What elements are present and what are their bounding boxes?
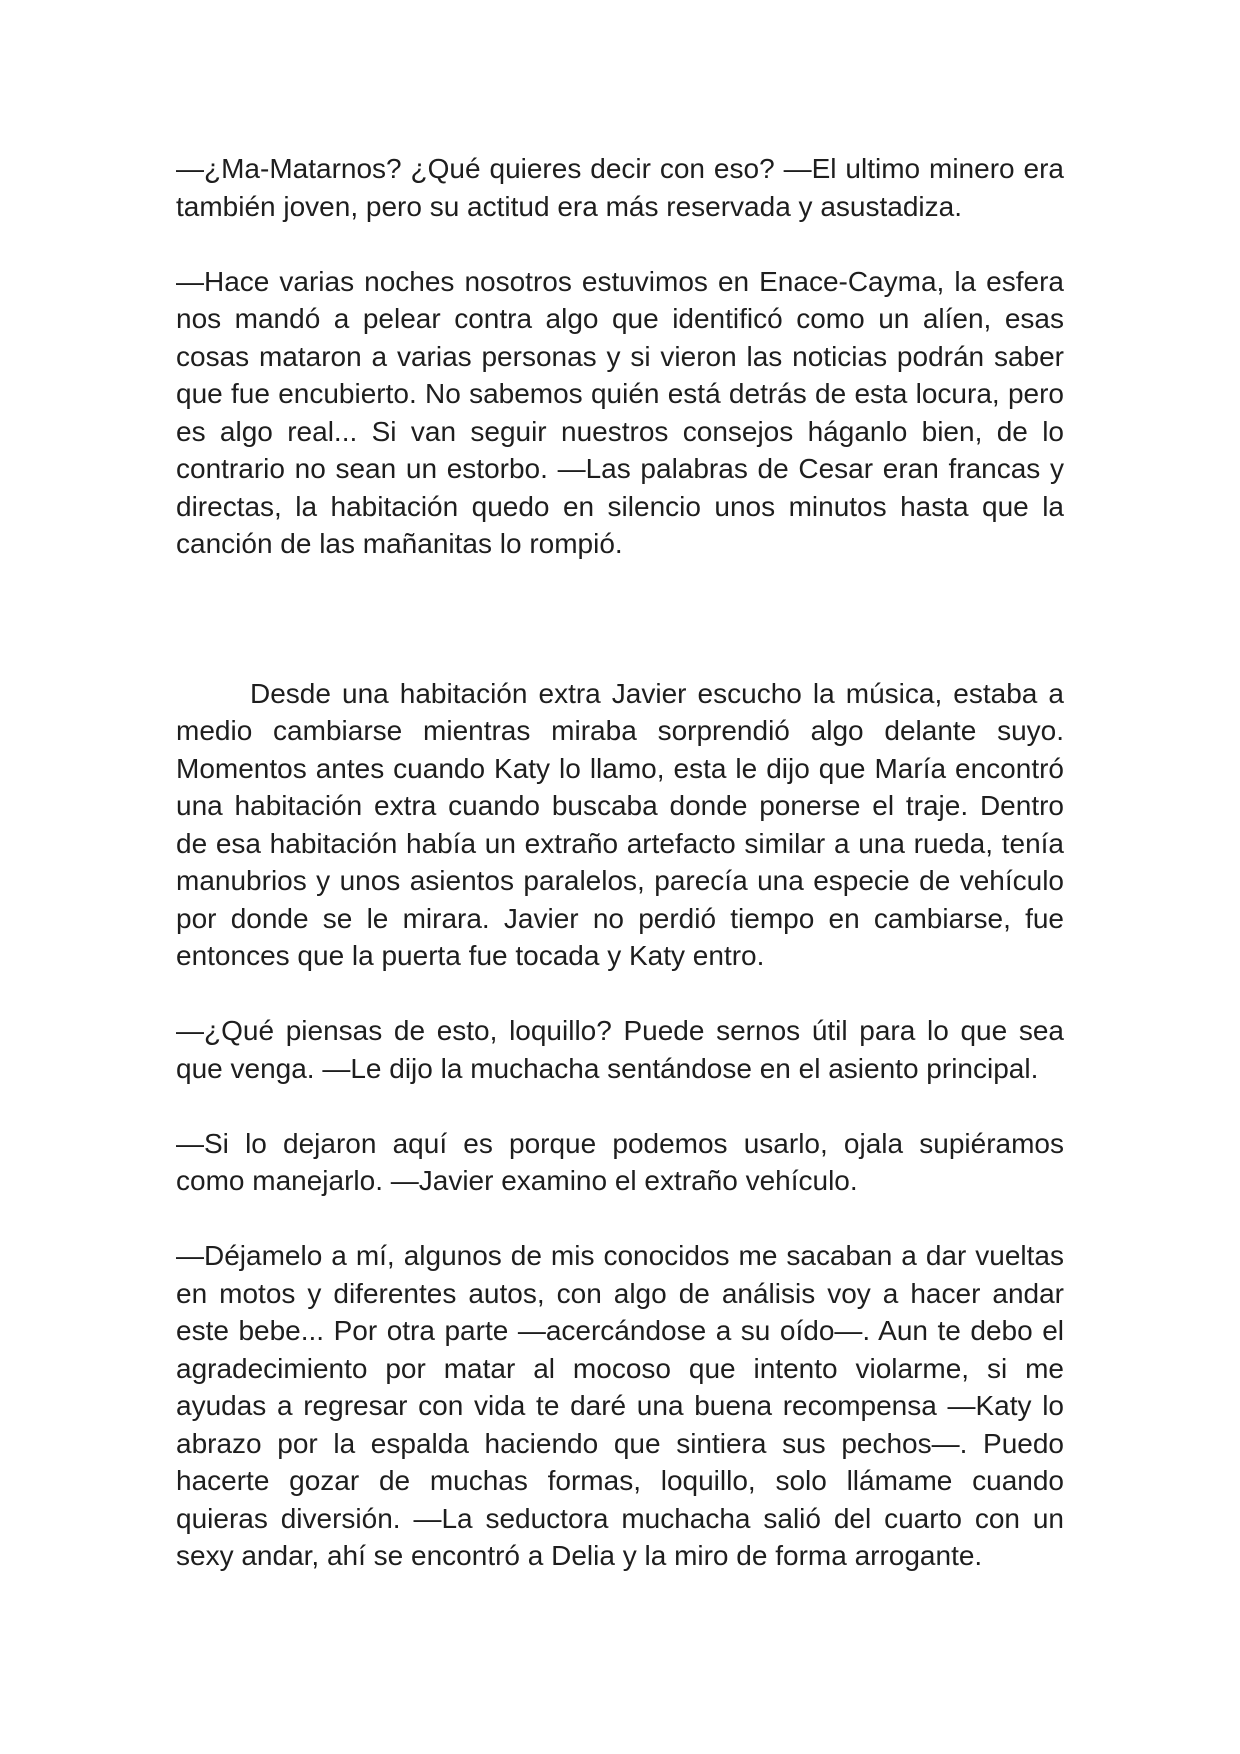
paragraph-narration: Desde una habitación extra Javier escucho la música, estaba a medio cambiarse mientras miraba sorprendió algo delante suyo. Momentos antes cuando Katy lo llamo, esta le dijo que María encontró una habitación extra cuando buscaba donde ponerse el traje. Dentro de esa habitación había un extraño artefacto similar a una rueda, tenía manubrios y unos asientos paralelos, parecía una especie de vehículo por donde se le mirara. Javier no perdió tiempo en cambiarse, fue entonces que la puerta fue tocada y Katy entro.: [176, 677, 1064, 971]
paragraph-dialogue-4: —Si lo dejaron aquí es porque podemos usarlo, ojala supiéramos como manejarlo. —Javier examino el extraño vehículo.: [176, 1127, 1064, 1196]
page-body: [176, 150, 1064, 1612]
paragraph-dialogue-3: —¿Qué piensas de esto, loquillo? Puede sernos útil para lo que sea que venga. —Le dijo la muchacha sentándose en el asiento principal.: [176, 1015, 1064, 1084]
paragraph-dialogue-2: —Hace varias noches nosotros estuvimos en Enace-Cayma, la esfera nos mandó a pelear contra algo que identificó como un alíen, esas cosas mataron a varias personas y si vieron las noticias podrán saber que fue encubierto. No sabemos quién está detrás de esta locura, pero es algo real... Si van seguir nuestros consejos háganlo bien, de lo contrario no sean un estorbo. —Las palabras de Cesar eran francas y directas, la habitación quedo en silencio unos minutos hasta que la canción de las mañanitas lo rompió.: [176, 265, 1064, 559]
paragraph-dialogue-5: —Déjamelo a mí, algunos de mis conocidos me sacaban a dar vueltas en motos y diferentes autos, con algo de análisis voy a hacer andar este bebe... Por otra parte —acercándose a su oído—. Aun te debo el agradecimiento por matar al mocoso que intento violarme, si me ayudas a regresar con vida te daré una buena recompensa —Katy lo abrazo por la espalda haciendo que sintiera sus pechos—. Puedo hacerte gozar de muchas formas, loquillo, solo llámame cuando quieras diversión. —La seductora muchacha salió del cuarto con un sexy andar, ahí se encontró a Delia y la miro de forma arrogante.: [176, 1240, 1064, 1571]
paragraph-dialogue-1: —¿Ma-Matarnos? ¿Qué quieres decir con eso? —El ultimo minero era también joven, pero su actitud era más reservada y asustadiza.: [176, 153, 1064, 222]
